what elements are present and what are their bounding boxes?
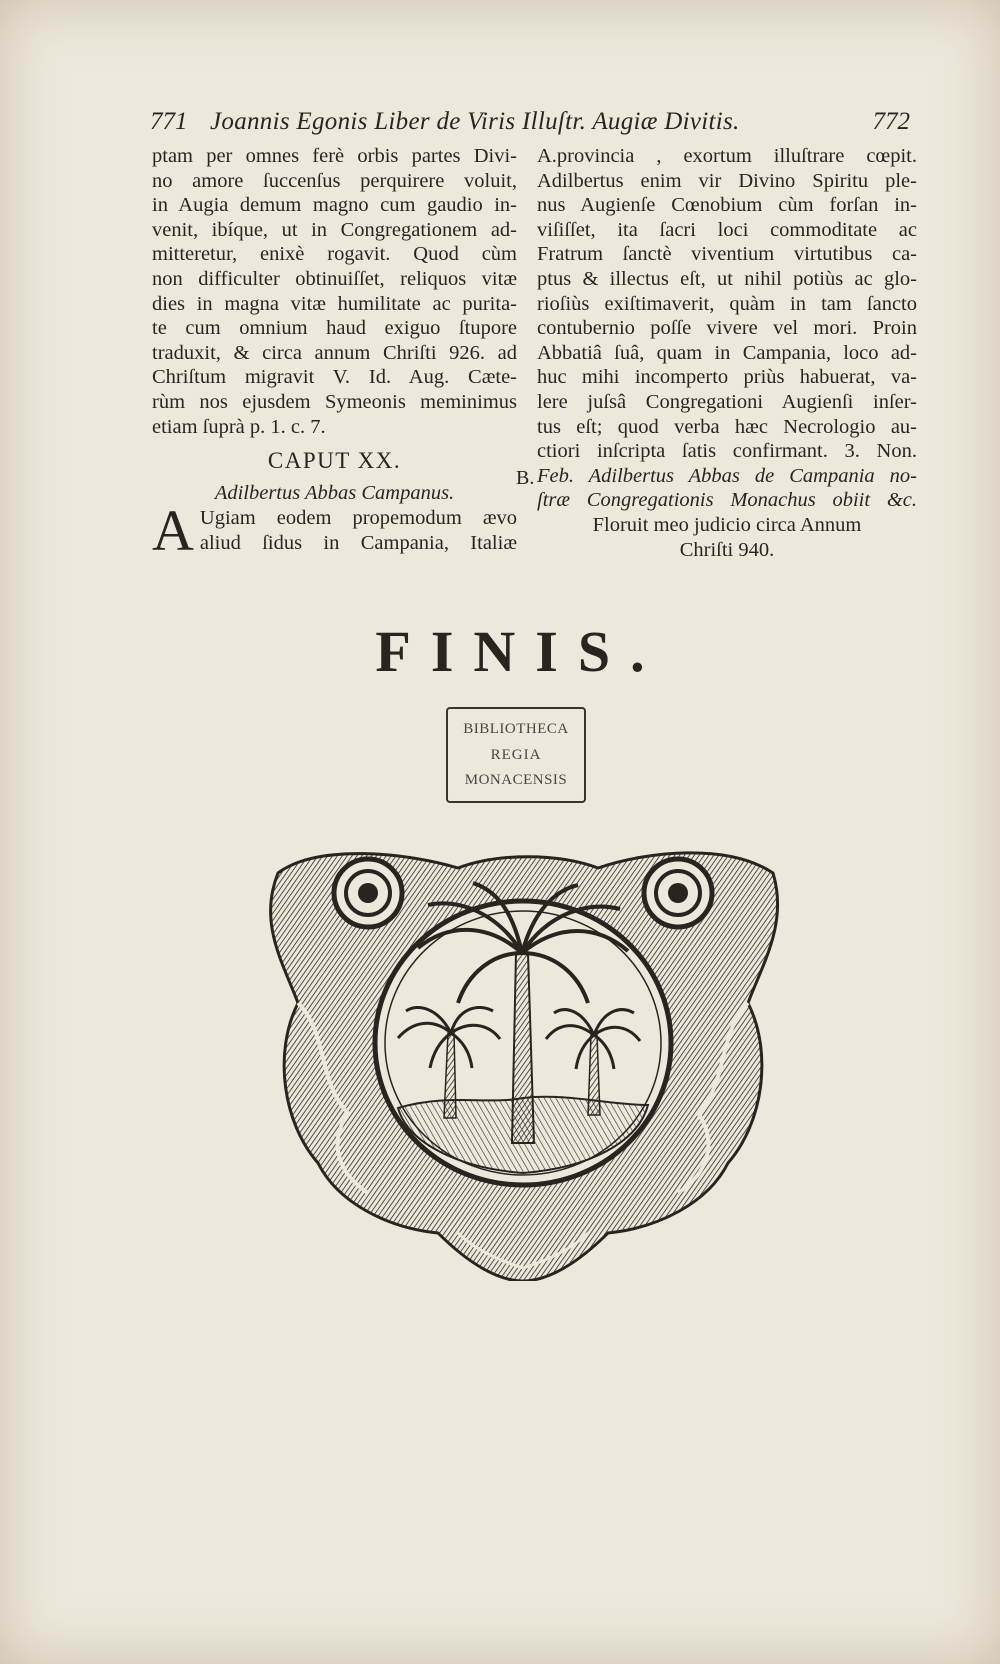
text-line: venit, ibíque, ut in Congregationem ad- xyxy=(152,218,517,241)
text-line: dies in magna vitæ humilitate ac purita- xyxy=(152,292,517,315)
text-line: in Augia demum magno cum gaudio in- xyxy=(152,194,517,217)
text-line: mitteretur, enixè rogavit. Quod cùm xyxy=(152,243,517,266)
text-line: tus eſt; quod verba hæc Necrologio au- xyxy=(537,415,917,438)
stamp-line: MONACENSIS xyxy=(464,772,568,788)
right-column xyxy=(537,144,917,562)
running-header xyxy=(150,108,910,142)
text-line: traduxit, & circa annum Chriſti 926. ad xyxy=(152,341,517,364)
text-line: Chriſtum migravit V. Id. Aug. Cæte- xyxy=(152,366,517,389)
running-title: Joannis Egonis Liber de Viris Illuſtr. Augiæ Divitis. xyxy=(210,108,740,135)
opening-paragraph xyxy=(152,498,517,563)
text-line: Chriſti 940. xyxy=(679,538,775,561)
text-line: Feb. Adilbertus Abbas de Campania no- xyxy=(537,464,917,487)
text-line: nus Augienſe Cœnobium cùm forſan in- xyxy=(537,194,917,217)
text-line: Floruit meo judicio circa Annum xyxy=(592,513,862,536)
text-line: rioſiùs exiſtimaverit, quàm in tam ſancto xyxy=(537,292,917,315)
stamp-line: BIBLIOTHECA xyxy=(463,721,569,737)
text-line: etiam ſuprà p. 1. c. 7. xyxy=(152,415,326,438)
text-line: no amore ſuccenſus perquirere voluit, xyxy=(152,169,517,192)
chapter-title: CAPUT XX. xyxy=(267,448,402,473)
text-line: huc mihi incomperto priùs habuerat, va- xyxy=(537,366,917,389)
text-line: aliud ſidus in Campania, Italiæ xyxy=(199,531,517,554)
text-line: non difficulter obtinuiſſet, reliquos vitæ xyxy=(152,267,517,290)
page-number-right: 772 xyxy=(872,108,910,135)
text-line: viſiſſet, ita ſacri loci commoditate ac xyxy=(537,218,917,241)
text-line: ptus & illectus eſt, ut nihil potiùs ac glo- xyxy=(537,267,917,290)
text-line: contubernio poſſe vivere vel mori. Proin xyxy=(537,317,917,340)
text-line: rùm nos ejusdem Symeonis meminimus xyxy=(152,390,517,413)
finis-heading: FINIS. xyxy=(375,619,665,684)
text-line: A.provincia , exortum illuſtrare cœpit. xyxy=(537,145,917,167)
text-line: ctiori inſcripta ſatis confirmant. 3. Non. xyxy=(537,440,917,463)
left-column xyxy=(152,144,517,439)
palm-tree-cartouche-icon xyxy=(258,843,788,1281)
text-line: ptam per omnes ferè orbis partes Divi- xyxy=(152,145,517,167)
page-number-left: 771 xyxy=(150,108,188,135)
text-line: Adilbertus enim vir Divino Spiritu ple- xyxy=(537,169,917,192)
text-line: Fratrum ſanctè viventium virtutibus ca- xyxy=(537,243,917,266)
marginal-letter: B. xyxy=(516,467,535,489)
chapter-heading xyxy=(152,448,517,505)
stamp-line: REGIA xyxy=(490,747,542,763)
library-stamp xyxy=(446,707,586,803)
text-line: lere juſsâ Congregationi Augienſi inſer- xyxy=(537,390,917,413)
chapter-subtitle: Adilbertus Abbas Campanus. xyxy=(214,482,455,504)
drop-capital: A xyxy=(152,498,194,563)
text-line: Abbatiâ ſuâ, quam in Campania, loco ad- xyxy=(537,341,917,364)
text-line: ſtræ Congregationis Monachus obiit &c. xyxy=(537,489,917,512)
text-line: Ugiam eodem propemodum ævo xyxy=(199,507,517,529)
text-line: te cum omnium haud exiguo ſtupore xyxy=(152,317,517,340)
